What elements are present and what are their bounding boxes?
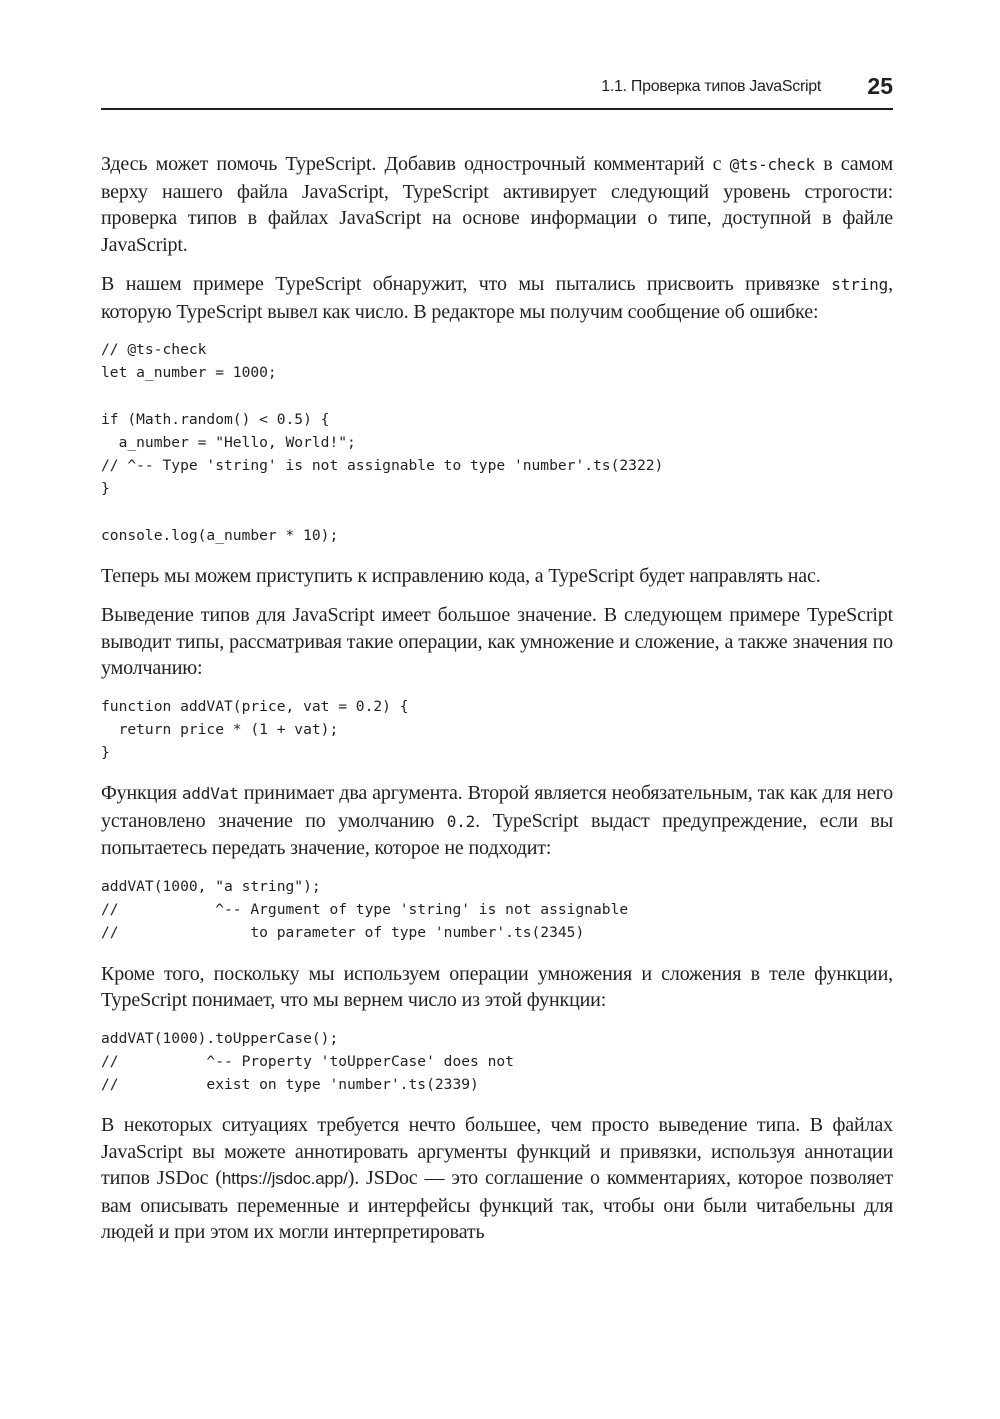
text-segment: . TypeScript выдаст предупреждение, если вы попытаетесь передать значение, которое не подходит: xyxy=(101,809,894,860)
inline-code-default-value: 0.2 xyxy=(446,811,476,831)
text-segment: , которую TypeScript вывел как число. В редакторе мы получим сообщение об ошибке: xyxy=(101,273,893,323)
code-block-addvat-function: function addVAT(price, vat = 0.2) { return price * (1 + vat); } xyxy=(101,697,409,762)
running-header xyxy=(101,74,893,110)
page-body xyxy=(101,151,893,1259)
text-segment: Функция xyxy=(101,782,182,805)
section-title: 1.1. Проверка типов JavaScript xyxy=(601,78,821,95)
paragraph-type-inference: Выведение типов для JavaScript имеет большое значение. В следующем примере TypeScript выводит типы, рассматривая такие операции, как умножение и сложение, а также значения по умолчанию: xyxy=(101,604,893,680)
text-segment: ). JSDoc — это соглашение о комментариях, которое позволяет вам описывать переменные и интерфейсы функций так, чтобы они были читабельны для людей и при этом их могли интерпретировать xyxy=(101,1167,893,1244)
text-segment: В некоторых ситуациях требуется нечто большее, чем просто выведение типа. В файлах JavaScript вы можете аннотировать аргументы функций и привязки, используя аннотации типов JSDoc ( xyxy=(101,1114,893,1190)
paragraph-return-number: Кроме того, поскольку мы используем операции умножения и сложения в теле функции, TypeScript понимает, что мы вернем число из этой функции: xyxy=(101,962,893,1012)
text-segment: В нашем примере TypeScript обнаружит, что мы пытались присвоить привязке xyxy=(101,273,832,295)
code-block-addvat-string-error: addVAT(1000, "a string"); // ^-- Argument of type 'string' is not assignable // to parameter of type 'number'.ts(2345) xyxy=(101,877,629,942)
text-segment: в самом верху нашего файла JavaScript, TypeScript активирует следующий уровень строгости: проверка типов в файлах JavaScript на основе информации о типе, доступной в файле JavaScript. xyxy=(101,153,893,256)
page-number: 25 xyxy=(867,73,893,99)
code-block-touppercase-error: addVAT(1000).toUpperCase(); // ^-- Property 'toUpperCase' does not // exist on type 'number'.ts(2339) xyxy=(101,1029,514,1093)
text-segment: принимает два аргумента. Второй является необязательным, так как для него установлено значение по умолчанию xyxy=(101,782,893,832)
paragraph-ts-check-intro xyxy=(101,151,893,258)
paragraph-jsdoc xyxy=(101,1112,893,1246)
inline-code-string: string xyxy=(831,275,889,294)
paragraph-addvat-arguments xyxy=(101,780,893,862)
code-block-ts-check: // @ts-check let a_number = 1000; if (Math.random() < 0.5) { a_number = "Hello, World!"; // ^-- Type 'string' is not assignable to type 'number'.ts(2322) } console.log(a_number * 10); xyxy=(101,341,664,544)
inline-code-addvat: addVat xyxy=(181,784,239,804)
inline-code-ts-check: @ts-check xyxy=(729,155,815,174)
jsdoc-link[interactable]: https://jsdoc.app/ xyxy=(221,1169,348,1189)
paragraph-fix-code: Теперь мы можем приступить к исправлению кода, а TypeScript будет направлять нас. xyxy=(101,564,821,587)
text-segment: Здесь может помочь TypeScript. Добавив однострочный комментарий с xyxy=(101,153,730,175)
paragraph-example-intro xyxy=(101,271,893,325)
